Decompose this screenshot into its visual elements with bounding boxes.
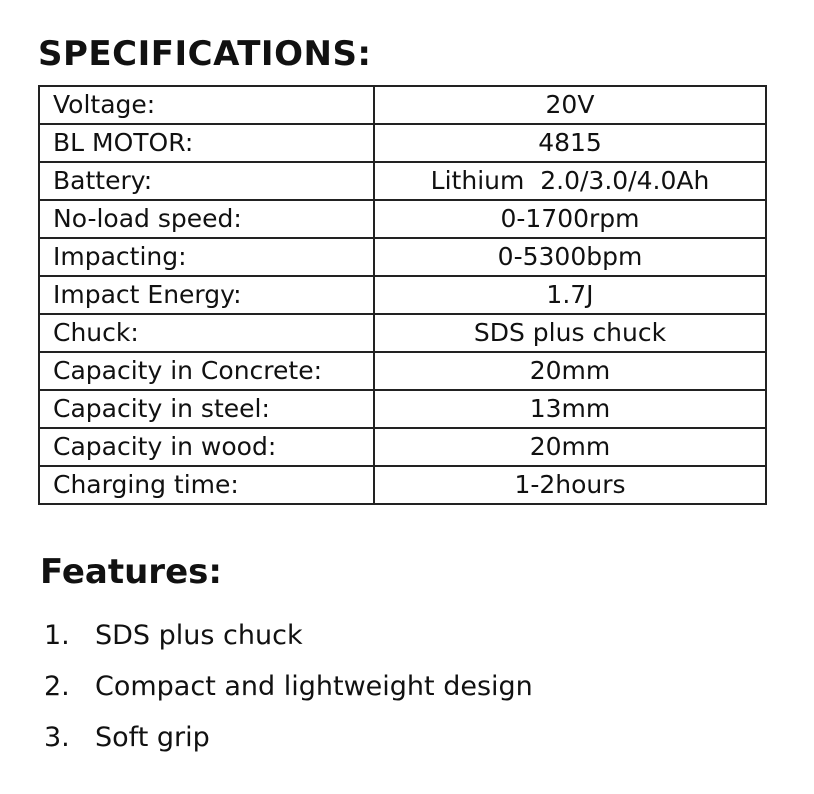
list-item-text: SDS plus chuck [95, 620, 303, 651]
table-row [39, 86, 766, 124]
spec-label-capacity-steel: Capacity in steel: [39, 390, 374, 428]
table-row [39, 162, 766, 200]
spec-value-motor: 4815 [374, 124, 766, 162]
spec-value-no-load-speed: 0-1700rpm [374, 200, 766, 238]
list-item-text: Soft grip [95, 722, 210, 753]
spec-value-capacity-concrete: 20mm [374, 352, 766, 390]
table-row [39, 238, 766, 276]
table-row [39, 276, 766, 314]
list-item [44, 663, 533, 714]
spec-label-no-load-speed: No-load speed: [39, 200, 374, 238]
spec-label-voltage: Voltage: [39, 86, 374, 124]
spec-value-capacity-steel: 13mm [374, 390, 766, 428]
list-item-number: 2. [44, 671, 70, 702]
table-row [39, 200, 766, 238]
spec-value-voltage: 20V [374, 86, 766, 124]
spec-value-chuck: SDS plus chuck [374, 314, 766, 352]
spec-label-charging-time: Charging time: [39, 466, 374, 504]
features-heading: Features: [40, 552, 222, 592]
spec-label-chuck: Chuck: [39, 314, 374, 352]
specifications-table [38, 85, 767, 505]
list-item-text: Compact and lightweight design [95, 671, 533, 702]
spec-label-capacity-wood: Capacity in wood: [39, 428, 374, 466]
table-row [39, 466, 766, 504]
table-row [39, 390, 766, 428]
spec-value-capacity-wood: 20mm [374, 428, 766, 466]
spec-label-impact-energy: Impact Energy: [39, 276, 374, 314]
list-item-number: 1. [44, 620, 70, 651]
spec-value-impacting: 0-5300bpm [374, 238, 766, 276]
list-item [44, 612, 533, 663]
features-list [44, 612, 533, 765]
spec-value-battery: Lithium 2.0/3.0/4.0Ah [374, 162, 766, 200]
spec-label-impacting: Impacting: [39, 238, 374, 276]
table-row [39, 352, 766, 390]
spec-label-battery: Battery: [39, 162, 374, 200]
list-item [44, 714, 533, 765]
spec-label-capacity-concrete: Capacity in Concrete: [39, 352, 374, 390]
spec-label-motor: BL MOTOR: [39, 124, 374, 162]
specifications-heading: SPECIFICATIONS: [38, 34, 372, 74]
table-row [39, 428, 766, 466]
spec-value-impact-energy: 1.7J [374, 276, 766, 314]
spec-value-charging-time: 1-2hours [374, 466, 766, 504]
list-item-number: 3. [44, 722, 70, 753]
table-row [39, 314, 766, 352]
table-row [39, 124, 766, 162]
